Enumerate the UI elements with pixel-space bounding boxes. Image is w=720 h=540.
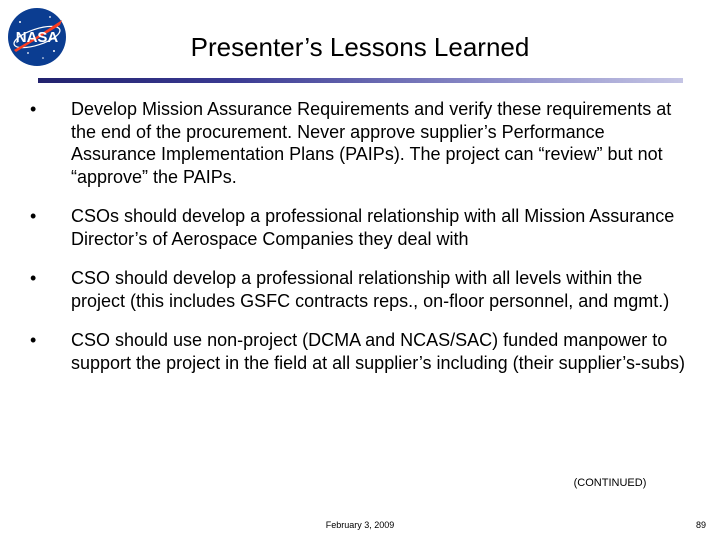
bullet-marker: • (30, 330, 37, 350)
page-number: 89 (695, 520, 706, 530)
bullet-marker: • (30, 268, 37, 288)
bullet-list (30, 98, 690, 391)
bullet-text: CSOs should develop a professional relationship with all Mission Assurance Director’s of Aerospace Companies they deal with (71, 206, 675, 249)
bullet-text: CSO should develop a professional relationship with all levels within the project (this includes GSFC contracts reps., on-floor personnel, and mgmt.) (71, 268, 670, 311)
bullet-marker: • (30, 99, 37, 119)
continued-note: (CONTINUED) (573, 477, 647, 489)
nasa-logo (6, 6, 68, 68)
bullet-item (30, 98, 690, 188)
bullet-item (30, 267, 690, 312)
footer-date: February 3, 2009 (325, 520, 395, 530)
bullet-text: CSO should use non-project (DCMA and NCAS/SAC) funded manpower to support the project in the field at all supplier’s including (their supplier’s-subs) (71, 330, 685, 373)
bullet-text: Develop Mission Assurance Requirements and verify these requirements at the end of the procurement. Never approve supplier’s Performance Assurance Implementation Plans (PAIPs). The project can “review” but not “approve” the PAIPs. (71, 99, 672, 187)
bullet-marker: • (30, 206, 37, 226)
bullet-item (30, 205, 690, 250)
title-divider (38, 78, 683, 83)
page-title: Presenter’s Lessons Learned (190, 32, 530, 62)
logo-wordmark: NASA (15, 29, 59, 46)
bullet-item (30, 329, 690, 374)
